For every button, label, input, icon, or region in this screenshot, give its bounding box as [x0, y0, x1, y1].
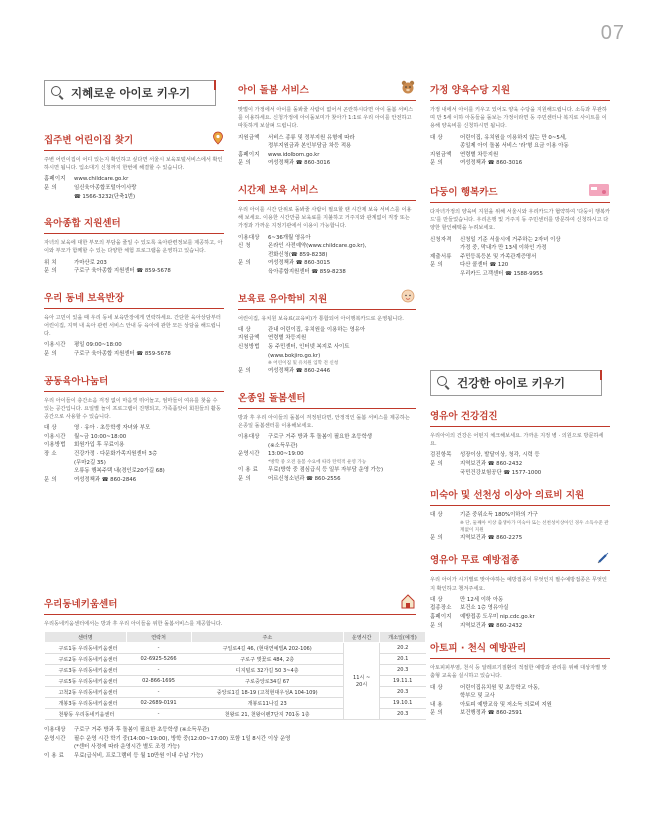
info-section [430, 408, 610, 477]
info-value: 가정 중, 막내가 만 13세 이하인 가정 [460, 245, 547, 252]
info-key: 대 상 [430, 134, 443, 141]
center-phone-cell: - [126, 687, 191, 698]
info-key: 홈페이지 [430, 613, 452, 620]
info-section [430, 184, 610, 279]
info-section [44, 290, 224, 359]
center-name-cell: 구로5동 우리동네키움센터 [45, 676, 127, 687]
center-address-cell: 천왕로 21, 천왕이펜7단지 701동 1층 [191, 709, 344, 720]
center-address-cell: 중앙로1길 18-19 (고척현대우성A 104-109) [191, 687, 344, 698]
info-value: 6~36개월 영유아 [268, 234, 311, 241]
info-value: 국민건강보험공단 ☎ 1577-1000 [460, 469, 542, 476]
section-desc: 우리 아이들이 층간소음 걱정 없이 마음껏 뛰어놀고, 엄마들이 여유를 찾을 수 있는 공간입니다. 요일별 놀이 프로그램이 진행되고, 가족품앗이 회원들의 활동공간으로 사용할 수 있습니다. [44, 397, 221, 420]
info-row [44, 752, 416, 761]
info-value: 학부모 및 교사 [460, 693, 495, 700]
info-row [44, 259, 224, 268]
section-title [430, 640, 610, 659]
section-title [430, 552, 610, 571]
page-number: 07 [600, 22, 625, 44]
info-value: 임신육아종합포털아이사랑 [74, 185, 137, 191]
info-value: 정부지원금과 본인부담금 차등 적용 [268, 143, 352, 150]
info-key [44, 467, 74, 476]
center-address-cell: 개봉로11나길 23 [191, 698, 344, 709]
kids-center-section [44, 596, 416, 761]
info-key: 이용방법 [44, 442, 66, 449]
section-title-text: 육아종합 지원센터 [44, 218, 121, 230]
info-value: 가마산로 203 [74, 259, 107, 266]
info-value: 구로구 거주 방과 후 돌봄이 필요한 초등학생 (※소득무관) [74, 727, 210, 734]
table-row [45, 643, 426, 654]
info-row [430, 604, 610, 613]
info-row [44, 341, 224, 350]
info-key: 문 의 [430, 710, 443, 717]
section-title-text: 집주변 어린이집 찾기 [44, 135, 134, 146]
center-open-date-cell: 19.10.1 [379, 698, 425, 709]
info-key: 문 의 [44, 476, 57, 483]
syringe-icon [596, 551, 610, 568]
section-title-text: 공동육아나눔터 [44, 375, 109, 387]
info-section [238, 390, 416, 483]
info-row [44, 267, 224, 276]
info-key: 운영시간 [238, 451, 260, 458]
section-title [238, 182, 416, 201]
info-key: 이용대상 [44, 727, 66, 734]
info-key: 지원금액 [430, 151, 452, 158]
map-pin-icon [212, 131, 224, 148]
center-address-cell: 구일로4길 46, (현대연예빌A 202-106) [191, 643, 344, 654]
center-hours-cell [344, 643, 380, 720]
info-value: (*센터 사정에 따라 운영시간 별도 조정 가능) [74, 744, 180, 751]
info-value: 연령별 차등지원 [268, 335, 307, 342]
info-value: 아토피 예방교육 및 저소득 의료비 지원 [460, 701, 552, 708]
info-section [238, 291, 416, 376]
info-value: 오류동 행복주택 내(경인로20가길 68) [74, 468, 165, 475]
info-key: 이용시간 [44, 433, 66, 440]
center-phone-cell: 02-2689-0191 [126, 698, 191, 709]
info-value: 평일 09:00~18:00 [74, 342, 122, 349]
corner-mark-icon [598, 370, 602, 380]
center-phone-cell: 02-866-1695 [126, 676, 191, 687]
info-key [430, 244, 460, 253]
section-title [430, 184, 610, 203]
info-value: 무료(방학 중 점심급식 등 일부 자부담 운영 가능) [268, 466, 384, 473]
info-section [44, 132, 224, 201]
section-title-text: 보육료 유아학비 지원 [238, 293, 328, 305]
section-title [430, 82, 610, 101]
info-section [430, 640, 610, 718]
section-title-text: 우리 동네 보육반장 [44, 292, 125, 304]
info-row [238, 466, 416, 475]
info-value: 구로구 육아종합 지원센터 ☎ 859-5678 [74, 268, 171, 275]
info-row [238, 367, 416, 376]
info-key: 장 소 [44, 450, 57, 457]
section-title-text: 시간제 보육 서비스 [238, 184, 319, 196]
section-title-text: 아토피 · 천식 예방관리 [430, 643, 527, 655]
corner-mark-icon [212, 80, 216, 90]
info-section [430, 82, 610, 168]
info-row [238, 159, 416, 168]
info-key: 검진항목 [430, 452, 452, 459]
section-title [238, 390, 416, 409]
info-value: 여성정책과 ☎ 860-3015 [268, 260, 331, 267]
info-key: 문 의 [44, 185, 57, 191]
search-banner-health [430, 370, 602, 396]
info-value: 신청일 기준 서울시에 거주하는 2자녀 이상 [460, 236, 561, 243]
info-key: 홈페이지 [44, 176, 66, 183]
info-row [430, 244, 610, 253]
info-key [430, 692, 460, 701]
center-open-date-cell: 19.11.1 [379, 676, 425, 687]
info-row [44, 726, 416, 735]
info-row [430, 684, 610, 693]
info-key [238, 268, 268, 277]
info-row [238, 142, 416, 151]
info-row [44, 184, 224, 193]
info-row [238, 433, 416, 442]
info-row [238, 134, 416, 143]
section-desc: 가정 내에서 아이를 키우고 있어도 양육 수당을 지원해드립니다. 소득과 무관하며 만 5세 이하 아동들을 돌보는 가정이라면 동 주민센터나 복지로 사이트를 이용해 양육비를 신청하시면 됩니다. [430, 107, 607, 130]
info-row [44, 450, 224, 459]
column-right-top [430, 82, 610, 289]
table-header-cell: 개소일(예정) [379, 632, 425, 643]
info-key [44, 193, 74, 202]
section-title-text: 다둥이 행복카드 [430, 186, 498, 198]
info-row [430, 511, 610, 520]
info-section [430, 552, 610, 630]
info-value: 여성정책과 ☎ 860-3016 [268, 160, 331, 167]
info-section [238, 182, 416, 277]
info-key: 신청자격 [430, 236, 452, 243]
info-row [430, 134, 610, 143]
info-value: 구로구 육아종합 지원센터 ☎ 859-5678 [74, 350, 171, 357]
info-value: 온라인 사전예약(www.childcare.go.kr), [268, 243, 367, 250]
center-open-date-cell: 20.2 [379, 643, 425, 654]
info-key [238, 251, 268, 260]
section-title: 우리동네키움센터 [44, 596, 416, 615]
center-name-cell: 구로3동 우리동네키움센터 [45, 665, 127, 676]
info-row [44, 433, 224, 442]
info-value: 전화신청(☎ 859-8238) [268, 251, 328, 258]
info-value: 서비스 종류 및 정부지원 유형에 따라 [268, 134, 355, 141]
info-row [238, 234, 416, 243]
info-key [238, 352, 268, 361]
info-key: 운영시간 [44, 735, 66, 742]
center-phone-cell: 02-6925-5266 [126, 654, 191, 665]
center-address-cell: 구로중앙로34길 67 [191, 676, 344, 687]
info-section [430, 487, 610, 542]
section-title [44, 215, 224, 234]
info-value: 어린이집, 유치원을 이용하지 않는 만 0~5세, [460, 134, 567, 141]
info-row [44, 175, 224, 184]
info-value: 지역보건과 ☎ 860-2432 [460, 461, 523, 467]
info-key [430, 469, 460, 478]
info-value: 여성정책과 ☎ 860-2846 [74, 476, 137, 483]
info-row [430, 534, 610, 543]
kids-center-info [44, 726, 416, 760]
happy-card-icon [588, 183, 610, 200]
section-title [430, 487, 610, 506]
teddy-bear-icon [400, 79, 416, 98]
info-row [238, 334, 416, 343]
info-key: 이용시간 [44, 342, 66, 349]
info-value: 지역보건과 ☎ 860-2275 [460, 534, 523, 541]
info-row [238, 268, 416, 277]
section-note: *방학 중 오전 돌봄 수요에 따라 탄력적 운영 가능 [268, 459, 367, 465]
info-row [430, 460, 610, 469]
info-value: 육아종합지원센터 ☎ 859-8238 [268, 268, 346, 275]
info-key: 이 용 료 [238, 466, 259, 473]
info-key: 문 의 [430, 622, 443, 629]
info-value: 만 12세 이하 아동 [460, 596, 504, 603]
info-key: 문 의 [44, 350, 57, 357]
center-name-cell: 고척2동 우리동네키움센터 [45, 687, 127, 698]
hours-line: 20시 [355, 682, 368, 689]
center-open-date-cell: 20.3 [379, 687, 425, 698]
table-header-cell: 센터명 [45, 632, 127, 643]
info-value: 지역보건과 ☎ 860-2432 [460, 622, 523, 629]
info-value: 예방접종 도우미 nip.cdc.go.kr [460, 613, 535, 620]
section-desc: 우리 아이가 시기별로 맞아야하는 예방접종이 무엇인지 필수예방접종은 무엇인지 확인하고 챙겨주세요. [430, 577, 607, 592]
info-row [430, 159, 610, 168]
info-value: 건강가정 · 다문화가족지원센터 3층 [74, 450, 158, 457]
info-row [430, 151, 610, 160]
info-value: 종일제 아이 돌봄 서비스 '라'형 요금 이용 아동 [460, 143, 569, 150]
info-value: 우리카드 고객센터 ☎ 1588-9955 [460, 270, 543, 277]
info-row [430, 709, 610, 718]
section-title [44, 132, 224, 151]
info-key [238, 442, 268, 451]
info-row [44, 743, 416, 752]
info-key: 제출서류 [430, 253, 452, 260]
info-value: 여성정책과 ☎ 860-2446 [268, 368, 331, 375]
info-key: 위 치 [44, 259, 57, 266]
section-title-text: 영유아 무료 예방접종 [430, 555, 520, 567]
info-value: 어르신청소년과 ☎ 860-2556 [268, 475, 341, 482]
center-name-cell: 개봉3동 우리동네키움센터 [45, 698, 127, 709]
table-header-cell: 연락처 [126, 632, 191, 643]
hours-line: 11시 ~ [352, 675, 371, 682]
info-row [44, 735, 416, 744]
info-key [44, 743, 74, 752]
column-middle [238, 82, 416, 493]
info-row [238, 442, 416, 451]
center-name-cell: 구로1동 우리동네키움센터 [45, 643, 127, 654]
info-row [44, 476, 224, 485]
section-title [44, 373, 224, 392]
info-row [430, 596, 610, 605]
info-value: 주민등록등본 및 가족관계증명서 [460, 253, 537, 260]
info-key: 접종장소 [430, 605, 452, 612]
center-open-date-cell: 20.1 [379, 654, 425, 665]
info-key: 대 상 [430, 596, 443, 603]
magnifier-icon [437, 376, 451, 390]
info-value: (www.bokjiro.go.kr) [268, 352, 321, 359]
info-row [430, 613, 610, 622]
info-row [238, 326, 416, 335]
section-desc: 맞벌이 가정에서 아이를 돌봐줄 사람이 없어서 곤란하시다면 아이 돌봄 서비스를 이용하세요. 신청가정에 아이돌보미가 찾아가 1:1로 우리 아이를 안전하고 따뜻하게 보살펴 드립니다. [238, 107, 414, 130]
info-value: 구로구 거주 방과 후 돌봄이 필요한 초등학생 [268, 434, 373, 441]
info-row [238, 242, 416, 251]
column-right-bottom [430, 408, 610, 728]
info-row [44, 350, 224, 359]
info-value: (무마2길 35) [74, 459, 106, 466]
section-desc: 자녀의 보육에 대한 부모의 부담을 줄일 수 있도록 육아관련정보를 제공하고, 아이와 부모가 함께할 수 있는 다양한 체험 프로그램을 운영하고 있습니다. [44, 240, 223, 255]
column-left [44, 132, 224, 494]
info-value: 보건소 1층 영유아실 [460, 605, 509, 612]
house-icon [400, 593, 416, 612]
info-row [44, 459, 224, 468]
info-row [430, 261, 610, 270]
center-open-date-cell: 20.3 [379, 665, 425, 676]
section-desc: 다자녀가정의 양육비 지원을 위해 서울시와 우리카드가 협약하여 '다둥이 행복카드'를 만들었습니다. 우리은행 및 거주지 동 주민센터를 방문하여 신청하시고 다양한 할인혜택을 누려보세요. [430, 208, 610, 232]
info-value: 보건행정과 ☎ 860-2591 [460, 710, 523, 717]
info-key [430, 142, 460, 151]
info-key: 신 청 [238, 243, 251, 250]
info-key: 문 의 [44, 268, 57, 275]
info-key: 지원금액 [238, 134, 260, 141]
table-header-cell: 주소 [191, 632, 344, 643]
section-title [238, 82, 416, 101]
kids-center-table [44, 631, 426, 720]
search-banner-label: 건강한 아이로 키우기 [457, 376, 565, 390]
info-value: 성장이상, 발달이상, 청각, 시력 등 [460, 452, 540, 459]
info-value: 관내 어린이집, 유치원을 이용하는 영유아 [268, 326, 366, 333]
info-row [430, 622, 610, 631]
info-row [238, 343, 416, 352]
info-key: 홈페이지 [238, 151, 260, 158]
info-value: 연령별 차등지원 [460, 151, 499, 158]
info-key: 대 상 [238, 326, 251, 333]
center-phone-cell: - [126, 643, 191, 654]
info-key [238, 142, 268, 151]
section-title-text: 미숙아 및 선천성 이상아 의료비 지원 [430, 490, 585, 502]
center-phone-cell: - [126, 709, 191, 720]
info-value: 기준 중위소득 180%이하의 가구 [460, 512, 538, 519]
section-title [238, 291, 416, 310]
center-name-cell: 구로2동 우리동네키움센터 [45, 654, 127, 665]
center-phone-cell: - [126, 665, 191, 676]
info-key: 문 의 [238, 160, 251, 167]
search-banner-label: 지혜로운 아이로 키우기 [71, 86, 191, 100]
table-header-cell: 운영시간 [344, 632, 380, 643]
info-value: 무료(급식비, 프로그램비 등 월 10만원 이내 수납 가능) [74, 752, 203, 759]
section-title [44, 290, 224, 309]
info-row [238, 450, 416, 459]
info-key: 신청방법 [238, 343, 260, 350]
section-desc: 우리아이의 건강은 어떤지 체크해보세요. 가까운 지정 병 · 의원으로 방문하세요. [430, 433, 604, 448]
info-value: 여성정책과 ☎ 860-3016 [460, 160, 523, 167]
section-title-text: 온종일 돌봄센터 [238, 392, 306, 404]
section-note: ※ 단, 둘째아 이상 출생아가 미숙아 또는 선천성이상아인 경우 소득수준 관계없이 지원 [460, 520, 609, 533]
info-row [238, 352, 416, 361]
info-key: 문 의 [238, 368, 251, 375]
info-key: 지원금액 [238, 335, 260, 342]
info-row [430, 236, 610, 245]
info-row [44, 467, 224, 476]
center-name-cell: 천왕동 우리동네키움센터 [45, 709, 127, 720]
info-key: 이용대상 [238, 434, 260, 441]
section-desc: 육아 고민이 있을 때 우리 동네 보육반장에게 연락하세요. 간단한 육아상담부터 어린이집, 지역 내 육아 관련 서비스 안내 등 육아에 관한 모든 상담을 해드립니다. [44, 314, 221, 338]
info-key: 문 의 [238, 260, 251, 267]
info-row [44, 424, 224, 433]
info-value: 어린이집유치원 및 초등학교 아동, [460, 684, 540, 691]
section-desc: 아토피피부염, 천식 등 알레르기질환의 적절한 예방과 관리를 위해 대상자별 맞춤형 교육을 실시하고 있습니다. [430, 665, 607, 680]
baby-icon [400, 288, 416, 307]
section-desc: 어린이집, 유치원 보육료(교육비)가 통합되어 아이행복카드로 운영됩니다. [238, 315, 404, 322]
info-value: www.childcare.go.kr [74, 176, 129, 183]
info-key: 문 의 [430, 534, 443, 541]
info-row [238, 475, 416, 484]
info-value: 월~금 10:00~18:00 [74, 433, 127, 440]
info-row [238, 251, 416, 260]
info-row [44, 441, 224, 450]
center-address-cell: 디지털로 32가길 50 3~4층 [191, 665, 344, 676]
info-key: 문 의 [238, 475, 251, 482]
info-key: 문 의 [430, 160, 443, 167]
magnifier-icon [51, 86, 65, 100]
info-section [44, 373, 224, 485]
section-desc: 주변 어린이집이 어디 있는지 확인하고 싶다면 서울시 보육포털서비스에서 확인하시면 됩니다. 입소대기 신청까지 한번에 해결할 수 있습니다. [44, 157, 223, 172]
section-desc: 방과 후 우리 아이들의 돌봄이 걱정된다면, 안정적인 돌봄 서비스를 제공하는 온종일 돌봄센터를 이용해보세요. [238, 414, 410, 429]
info-value: 13:00~19:00 [268, 451, 304, 458]
info-value: (※소득무관) [268, 442, 298, 449]
info-value: 필수 운영 시간 학기 중(14:00~19:00), 방학 중(12:00~17:00) 포함 1일 8시간 이상 운영 [74, 735, 291, 742]
info-row [430, 701, 610, 710]
info-row [430, 469, 610, 478]
info-value: 영 · 유아 · 초등학생 자녀와 부모 [74, 425, 151, 432]
info-row [238, 259, 416, 268]
info-row [238, 151, 416, 160]
section-title-text: 영유아 건강검진 [430, 411, 498, 422]
info-section [44, 215, 224, 276]
center-address-cell: 구로구 벚꽃로 484, 2층 [191, 654, 344, 665]
info-value: 다산 콜센터 ☎ 120 [460, 262, 509, 269]
info-row [430, 142, 610, 151]
center-open-date-cell: 20.3 [379, 709, 425, 720]
search-banner-wisdom [44, 80, 216, 106]
info-value: ☎ 1566-3232(단축1번) [74, 193, 136, 200]
section-note: ※ 어린이집 및 유치원 입학 전 신청 [268, 361, 339, 367]
info-key [44, 459, 74, 468]
info-row [430, 451, 610, 460]
info-row [44, 193, 224, 202]
section-title [430, 408, 610, 427]
info-key: 대 상 [44, 425, 57, 432]
section-title-text: 가정 양육수당 지원 [430, 85, 511, 96]
info-value: 동 주민센터, 인터넷 복지로 사이트 [268, 343, 350, 350]
info-section [238, 82, 416, 168]
info-row [430, 253, 610, 262]
info-key: 이 용 료 [44, 752, 65, 759]
section-desc: 우리동네키움센터에서는 방과 후 우리 아이들을 위한 돌봄서비스를 제공합니다. [44, 621, 223, 627]
info-key: 문 의 [430, 461, 443, 467]
info-key: 이용대상 [238, 234, 260, 241]
info-key: 대 상 [430, 684, 443, 691]
info-key: 대 상 [430, 512, 443, 519]
info-value: www.idolbom.go.kr [268, 151, 320, 158]
info-row [430, 270, 610, 279]
info-key: 내 용 [430, 701, 443, 708]
section-desc: 우리 아이를 시간 단위로 돌봐줄 사람이 필요할 땐 시간제 보육 서비스를 이용해 보세요. 이용한 시간만큼 보육료를 지불하고 거주지와 관계없이 직장 또는 가정과 가까운 지정기관에서 이용이 가능합니다. [238, 206, 412, 230]
info-row [430, 692, 610, 701]
info-key [430, 270, 460, 279]
info-value: 회원가입 후 무료이용 [74, 442, 125, 449]
section-title-text: 아이 돌봄 서비스 [238, 85, 309, 96]
info-key: 문 의 [430, 262, 443, 269]
